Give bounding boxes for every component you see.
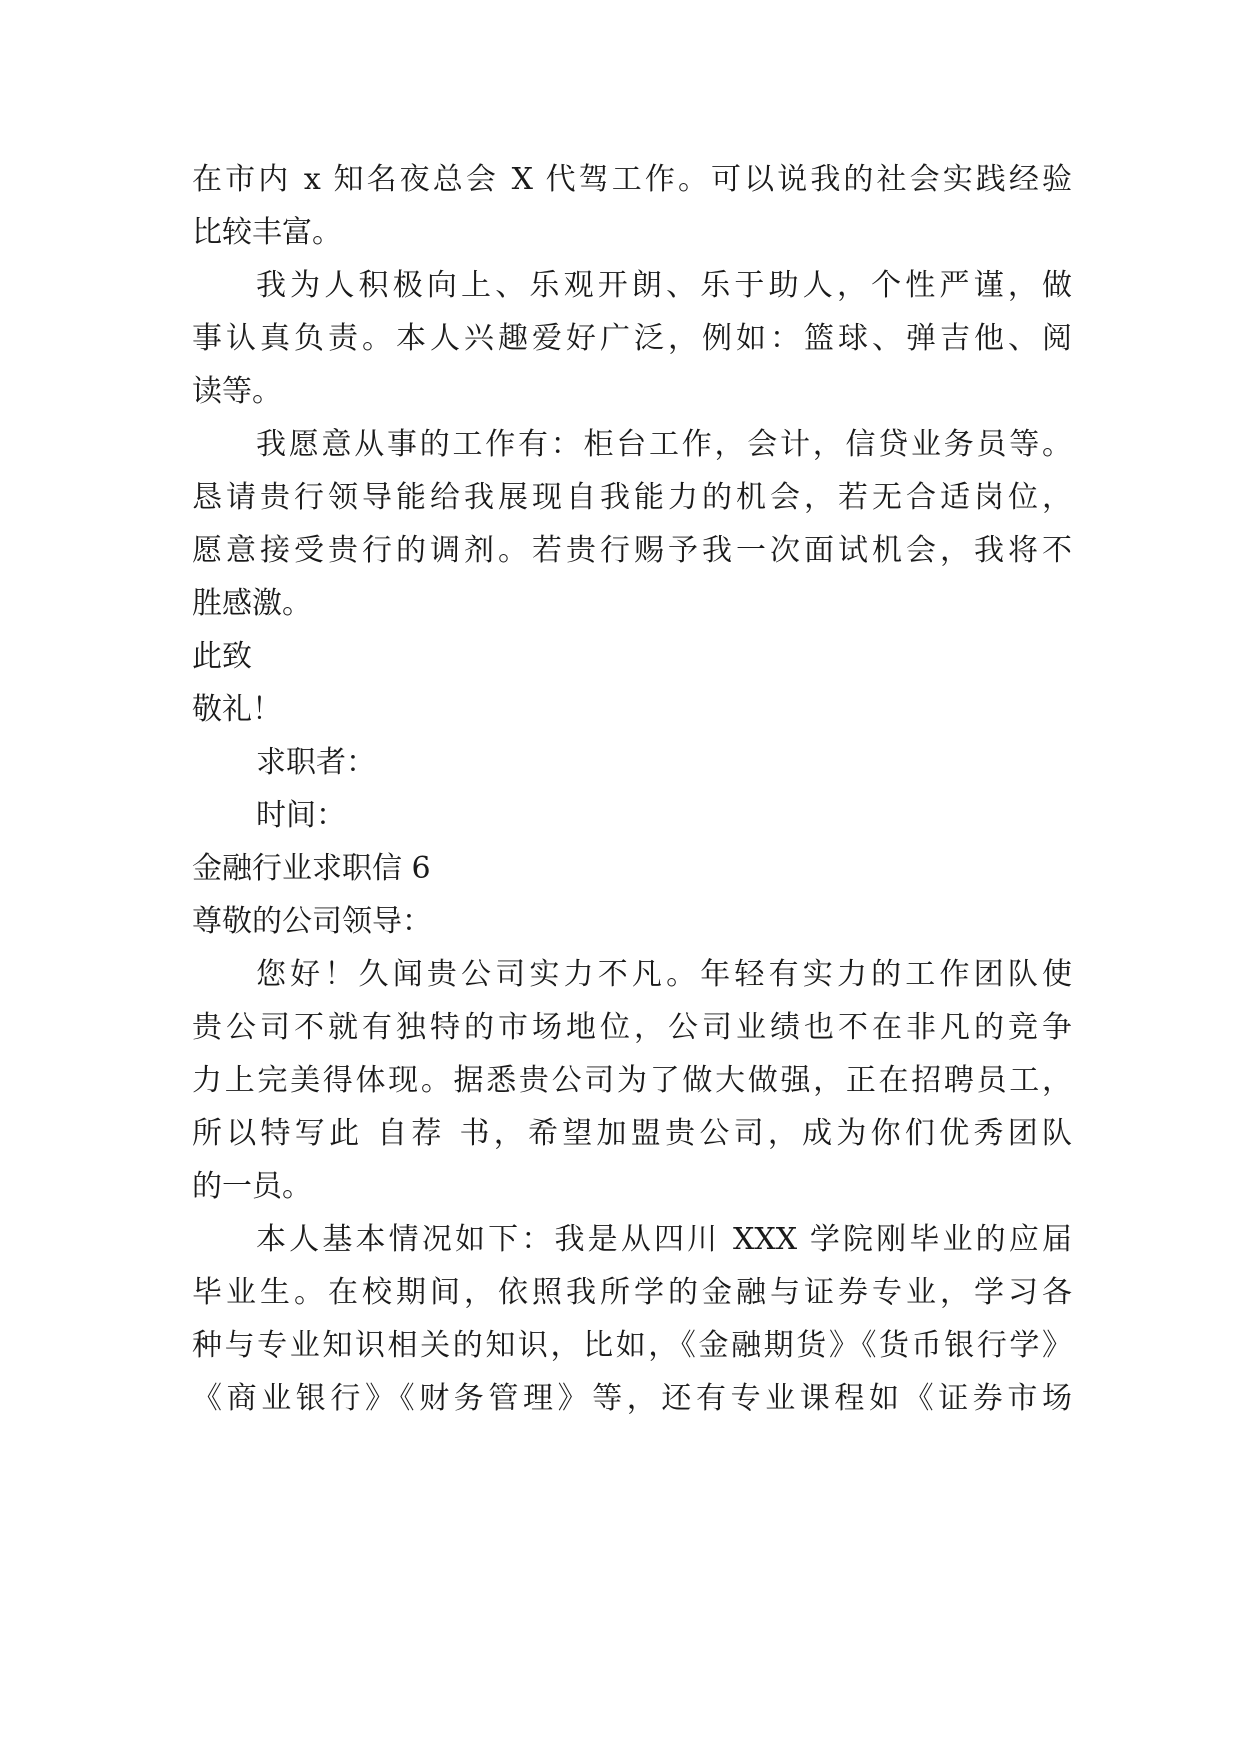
text-line: 的一员。 (192, 1169, 312, 1204)
letter-greeting: 尊敬的公司领导： (192, 904, 432, 939)
text-line: 事认真负责。本人兴趣爱好广泛，例如：篮球、弹吉他、阅 (192, 321, 1072, 356)
text-line: 所以特写此 自荐 书，希望加盟贵公司，成为你们优秀团队 (192, 1116, 1072, 1151)
signature-date: 时间： (256, 798, 346, 833)
text-line: 本人基本情况如下：我是从四川 XXX 学院刚毕业的应届 (256, 1222, 1072, 1257)
text-line: 恳请贵行领导能给我展现自我能力的机会，若无合适岗位， (192, 480, 1072, 515)
signature-applicant: 求职者： (256, 745, 376, 780)
text-line: 我为人积极向上、乐观开朗、乐于助人，个性严谨，做 (256, 268, 1072, 303)
closing-regards: 敬礼！ (192, 692, 282, 727)
text-line: 毕业生。在校期间，依照我所学的金融与证券专业，学习各 (192, 1275, 1072, 1310)
text-line: 在市内 x 知名夜总会 X 代驾工作。可以说我的社会实践经验 (192, 162, 1072, 197)
text-line: 力上完美得体现。据悉贵公司为了做大做强，正在招聘员工， (192, 1063, 1072, 1098)
text-line: 您好！久闻贵公司实力不凡。年轻有实力的工作团队使 (256, 957, 1072, 992)
section-title: 金融行业求职信 6 (192, 851, 431, 886)
text-line: 贵公司不就有独特的市场地位，公司业绩也不在非凡的竞争 (192, 1010, 1072, 1045)
text-line: 愿意接受贵行的调剂。若贵行赐予我一次面试机会，我将不 (192, 533, 1072, 568)
text-line: 种与专业知识相关的知识，比如，《金融期货》《货币银行学》 (192, 1328, 1072, 1363)
text-line: 《商业银行》《财务管理》等，还有专业课程如《证券市场 (192, 1381, 1072, 1416)
text-line: 比较丰富。 (192, 215, 342, 250)
text-line: 胜感激。 (192, 586, 312, 621)
closing-salutation: 此致 (192, 639, 252, 674)
text-line: 读等。 (192, 374, 282, 409)
text-line: 我愿意从事的工作有：柜台工作，会计，信贷业务员等。 (256, 427, 1072, 462)
